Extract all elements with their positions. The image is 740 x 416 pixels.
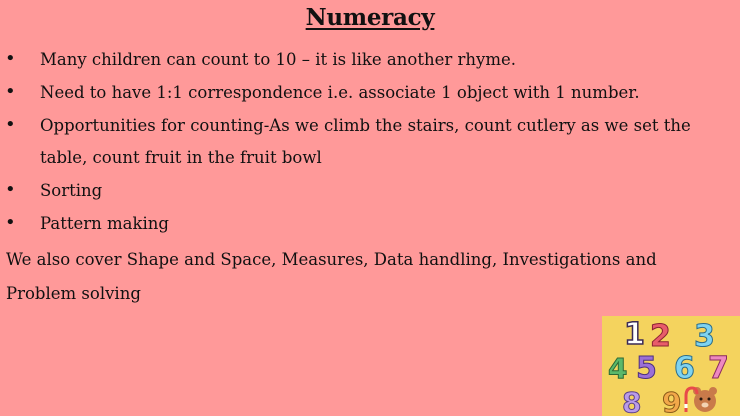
bullet-text: Pattern making [40, 214, 169, 233]
digit-3: 3 [694, 319, 715, 354]
bullet-icon: • [5, 81, 16, 102]
bullet-text: Sorting [40, 181, 103, 200]
bullet-list [0, 44, 720, 241]
bullet-item [0, 175, 720, 207]
bullet-item [0, 77, 720, 109]
summary-paragraph: We also cover Shape and Space, Measures, Data handling, Investigations and Problem solving [6, 250, 657, 303]
digit-5: 5 [636, 351, 657, 386]
bullet-item [0, 208, 720, 240]
bullet-text: Many children can count to 10 – it is like another rhyme. [40, 50, 516, 69]
bullet-icon: • [5, 212, 16, 233]
bullet-icon: • [5, 114, 16, 135]
bullet-item [0, 110, 720, 174]
digit-9: 9 [662, 386, 682, 416]
bullet-item [0, 44, 720, 76]
bullet-icon: • [5, 179, 16, 200]
digit-4: 4 [608, 352, 628, 385]
digit-1: 1 [624, 317, 645, 352]
colorful-numbers-illustration [602, 316, 740, 416]
digit-8: 8 [622, 386, 642, 416]
digit-2: 2 [650, 319, 671, 354]
bullet-icon: • [5, 48, 16, 69]
bullet-text: Opportunities for counting-As we climb the stairs, count cutlery as we set the table, count fruit in the fruit bowl [40, 116, 691, 167]
numbers-art-svg [602, 316, 740, 416]
bullet-text: Need to have 1:1 correspondence i.e. associate 1 object with 1 number. [40, 83, 640, 102]
slide-title: Numeracy [305, 4, 435, 31]
digit-6: 6 [674, 351, 695, 386]
digit-7: 7 [708, 351, 729, 386]
